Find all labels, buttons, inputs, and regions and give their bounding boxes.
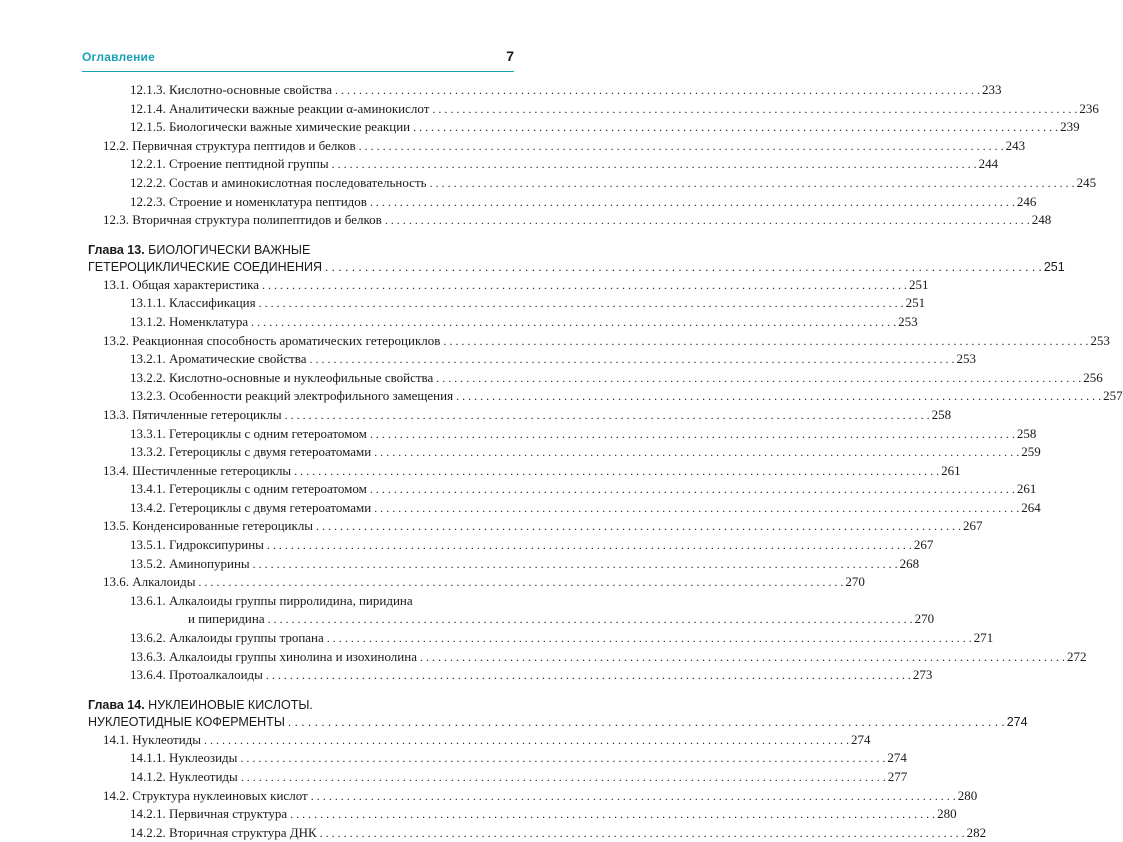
toc-entry[interactable]: 13.2.1. Ароматические свойства . . . 253 — [88, 350, 512, 369]
toc-entry[interactable]: 14.1. Нуклеотиды . . . 274 — [88, 731, 512, 750]
toc-entry[interactable]: 13.1.1. Классификация . . . 251 — [88, 294, 512, 313]
toc-entry[interactable]: 12.2.3. Строение и номенклатура пептидов . . . 246 — [88, 193, 512, 212]
chapter-13-heading[interactable] — [88, 242, 1065, 276]
chapter-page: 251 — [1043, 259, 1065, 274]
toc-entry[interactable]: 14.1.2. Нуклеотиды . . . 277 — [88, 768, 512, 787]
toc-entry[interactable]: 12.2.2. Состав и аминокислотная последовательность . . . 245 — [88, 174, 512, 193]
running-header — [82, 48, 514, 68]
header-rule — [82, 71, 514, 72]
toc-entry[interactable]: 13.2. Реакционная способность ароматических гетероциклов . . . 253 — [88, 332, 512, 351]
toc-entry[interactable]: 13.6.3. Алкалоиды группы хинолина и изохинолина . . . 272 — [88, 648, 512, 667]
toc-entry[interactable]: 13.3.1. Гетероциклы с одним гетероатомом . . . 258 — [88, 425, 512, 444]
toc-entry[interactable]: 13.2.2. Кислотно-основные и нуклеофильные свойства . . . 256 — [88, 369, 512, 388]
toc-entry[interactable]: 13.6.4. Протоалкалоиды . . . 273 — [88, 666, 512, 685]
spacer — [88, 685, 512, 697]
chapter-title-line2: НУКЛЕОТИДНЫЕ КОФЕРМЕНТЫ — [88, 714, 285, 729]
toc-entry[interactable]: 14.2.1. Первичная структура . . . 280 — [88, 805, 512, 824]
chapter-12-continuation — [88, 81, 1099, 230]
chapter-title-line2: ГЕТЕРОЦИКЛИЧЕСКИЕ СОЕДИНЕНИЯ — [88, 259, 323, 274]
toc-entry[interactable]: 13.3.2. Гетероциклы с двумя гетероатомами . . . 259 — [88, 443, 512, 462]
toc-entry[interactable]: 13.5.1. Гидроксипурины . . . 267 — [88, 536, 512, 555]
toc-entry[interactable]: 12.1.3. Кислотно-основные свойства . . . 233 — [88, 81, 512, 100]
toc-entry-multiline[interactable]: 13.6.1. Алкалоиды группы пирролидина, пиридина и пиперидина . . . 270 — [88, 592, 512, 629]
chapter-prefix: Глава 14. — [88, 697, 145, 712]
toc-entry[interactable]: 12.1.4. Аналитически важные реакции α-аминокислот . . . 236 — [88, 100, 512, 119]
toc-entry[interactable]: 12.1.5. Биологически важные химические реакции . . . 239 — [88, 118, 512, 137]
toc-entry[interactable]: 13.4.2. Гетероциклы с двумя гетероатомами . . . 264 — [88, 499, 512, 518]
chapter-page: 274 — [1006, 714, 1028, 729]
chapter-14 — [88, 697, 1028, 842]
chapter-prefix: Глава 13. — [88, 242, 145, 257]
toc-entry[interactable]: 14.1.1. Нуклеозиды . . . 274 — [88, 749, 512, 768]
chapter-title-line1: НУКЛЕИНОВЫЕ КИСЛОТЫ. — [148, 697, 313, 712]
table-of-contents — [88, 81, 1123, 842]
chapter-14-heading[interactable] — [88, 697, 1028, 731]
toc-entry[interactable]: 13.1. Общая характеристика . . . 251 — [88, 276, 512, 295]
spacer — [88, 230, 512, 242]
chapter-title-line1: БИОЛОГИЧЕСКИ ВАЖНЫЕ — [148, 242, 311, 257]
toc-entry[interactable]: 13.1.2. Номенклатура . . . 253 — [88, 313, 512, 332]
header-title: Оглавление — [82, 50, 155, 64]
page-number: 7 — [506, 48, 514, 64]
toc-entry[interactable]: 13.5. Конденсированные гетероциклы . . . 267 — [88, 517, 512, 536]
toc-entry[interactable]: 13.5.2. Аминопурины . . . 268 — [88, 555, 512, 574]
toc-entry[interactable]: 13.2.3. Особенности реакций электрофильного замещения . . . 257 — [88, 387, 512, 406]
toc-entry[interactable]: 13.4. Шестичленные гетероциклы . . . 261 — [88, 462, 512, 481]
toc-entry[interactable]: 12.3. Вторичная структура полипептидов и белков . . . 248 — [88, 211, 512, 230]
toc-entry[interactable]: 12.2.1. Строение пептидной группы . . . 244 — [88, 155, 512, 174]
toc-entry[interactable]: 13.4.1. Гетероциклы с одним гетероатомом . . . 261 — [88, 480, 512, 499]
toc-entry[interactable]: 13.6.2. Алкалоиды группы тропана . . . 271 — [88, 629, 512, 648]
toc-entry[interactable]: 12.2. Первичная структура пептидов и белков . . . 243 — [88, 137, 512, 156]
toc-entry[interactable]: 13.3. Пятичленные гетероциклы . . . 258 — [88, 406, 512, 425]
toc-entry[interactable]: 14.2.2. Вторичная структура ДНК . . . 282 — [88, 824, 512, 842]
toc-entry[interactable]: 13.6. Алкалоиды . . . 270 — [88, 573, 512, 592]
toc-entry[interactable]: 14.2. Структура нуклеиновых кислот . . . 280 — [88, 787, 512, 806]
chapter-13 — [88, 242, 1123, 685]
